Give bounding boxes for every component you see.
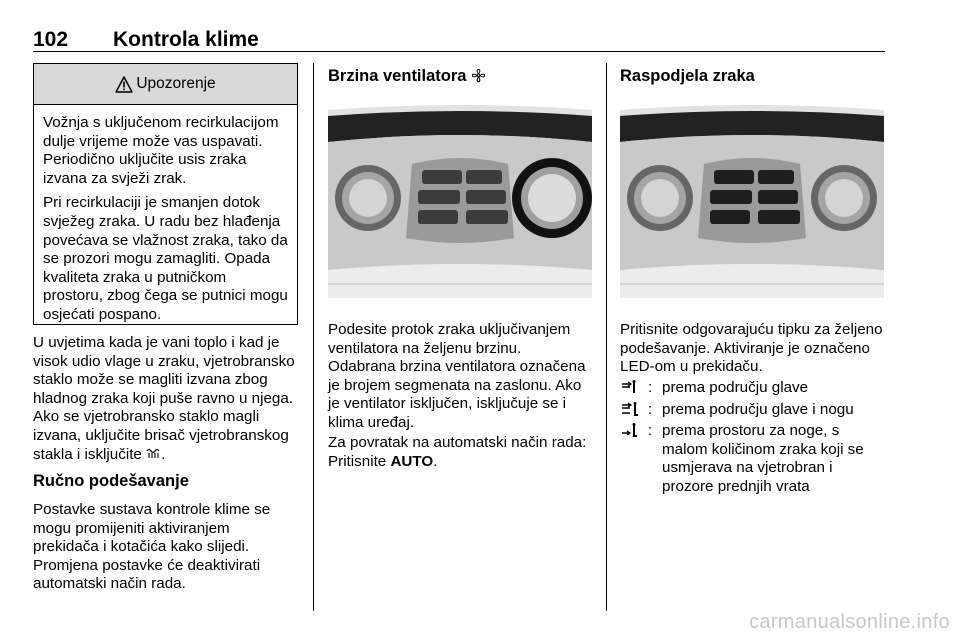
fan-icon xyxy=(471,68,486,83)
column-divider xyxy=(606,63,607,611)
climate-panel-photo-distribution xyxy=(620,98,884,298)
header-rule xyxy=(33,51,885,52)
list-item: : prema području glave xyxy=(620,379,885,401)
page-number: 102 xyxy=(33,28,69,51)
list-item-text: prema području glave i nogu xyxy=(662,400,854,418)
warning-paragraph: Pri recirkulaciji je smanjen dotok svježeg zraka. U radu bez hlađenja povećava se vlažnost zraka, tako da se prozori mogu zamagliti. Opada kvaliteta zraka u putničkom prostoru, zbog čega se putnici mogu osjećati pospano. xyxy=(43,194,288,323)
list-item-text: prema prostoru za noge, s malom količinom zraka koji se usmjerava na vjetrobran i prozore prednjih vrata xyxy=(662,422,864,495)
warning-triangle-icon xyxy=(115,76,133,93)
head-feet-airflow-icon xyxy=(620,401,648,423)
list-item: : prema području glave i nogu xyxy=(620,401,885,423)
body-paragraph: U uvjetima kada je vani toplo i kad je visok udio vlage u zraku, vjetrobransko staklo može se magliti izvana zbog hladnog zraka koji puše ravno u njega. Ako se vjetrobransko staklo magli izvana, uključite brisač vjetrobranskog stakla i isključite . xyxy=(33,334,295,463)
body-paragraph: Za povratak na automatski način rada: Pritisnite AUTO. xyxy=(328,434,587,470)
page-header xyxy=(33,28,885,52)
section-heading: Raspodjela zraka xyxy=(620,67,755,85)
section-heading: Brzina ventilatora xyxy=(328,67,486,86)
body-paragraph: Podesite protok zraka uključivanjem ventilatora na željenu brzinu. Odabrana brzina ventilatora označena je brojem segmenata na zaslonu. Ako je ventilator isključen, isključuje se i klima uređaj. xyxy=(328,321,586,431)
body-paragraph: Pritisnite odgovarajuću tipku za željeno podešavanje. Aktiviranje je označeno LED-om u prekidaču. xyxy=(620,321,883,376)
section-heading: Ručno podešavanje xyxy=(33,472,189,490)
body-paragraph: Postavke sustava kontrole klime se mogu promijeniti aktiviranjem prekidača i kotačića kako slijedi. Promjena postavke će deaktivirati automatski način rada. xyxy=(33,501,271,593)
chapter-title: Kontrola klime xyxy=(113,28,259,51)
warning-paragraph: Vožnja s uključenom recirkulacijom dulje vrijeme može vas uspavati. Periodično uključite usis zraka izvana za svježi zrak. xyxy=(43,114,279,187)
column-divider xyxy=(313,63,314,611)
warning-header xyxy=(34,64,297,105)
air-distribution-list xyxy=(620,379,885,497)
air-conditioning-icon xyxy=(146,447,161,460)
auto-label: AUTO xyxy=(390,452,434,470)
head-airflow-icon xyxy=(620,379,648,401)
watermark: carmanualsonline.info xyxy=(749,611,950,633)
list-item-text: prema području glave xyxy=(662,379,809,396)
warning-heading: Upozorenje xyxy=(136,75,216,92)
warning-box xyxy=(33,63,298,325)
list-item: : prema prostoru za noge, s malom količinom zraka koji se usmjerava na vjetrobran i prozore prednjih vrata xyxy=(620,422,885,496)
feet-airflow-icon xyxy=(620,422,648,496)
climate-panel-photo-fan xyxy=(328,98,592,298)
